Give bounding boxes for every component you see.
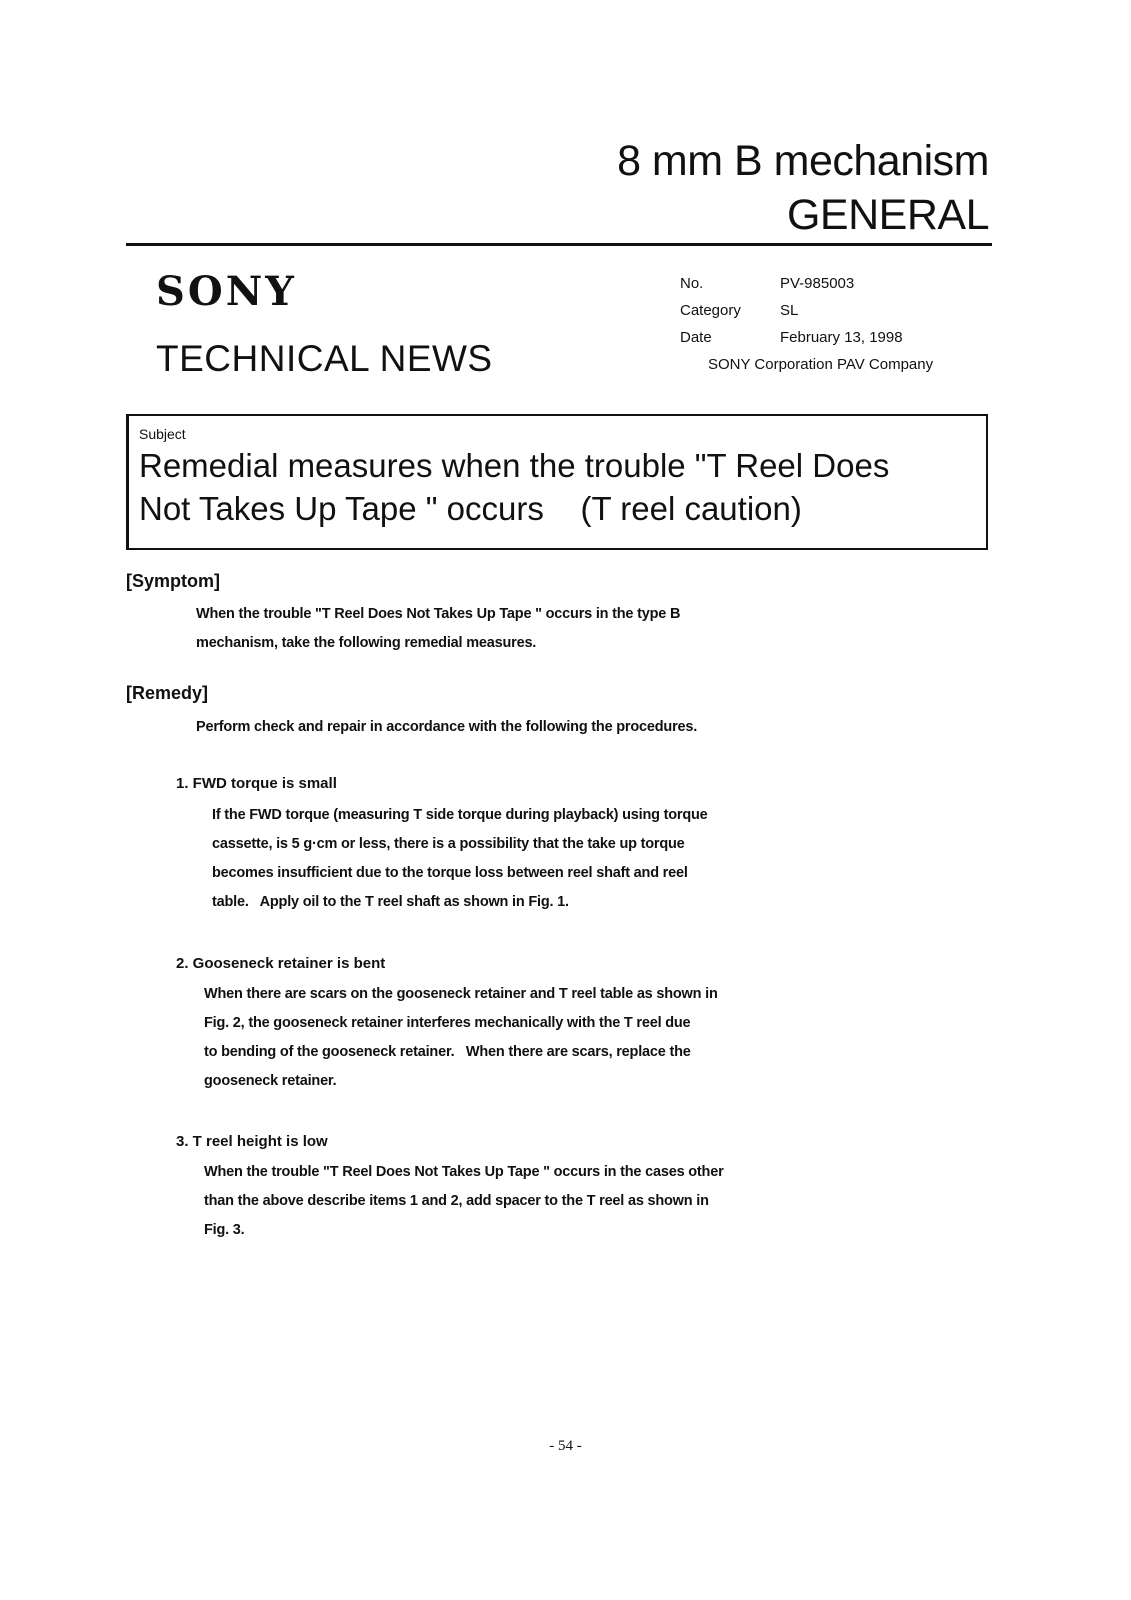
meta-row-date — [680, 324, 933, 351]
meta-category-value: SL — [780, 302, 799, 319]
title-line-1: 8 mm B mechanism — [617, 137, 989, 185]
subject-label: Subject — [139, 426, 186, 442]
meta-category-label: Category — [680, 302, 741, 319]
document-title — [617, 134, 989, 242]
meta-row-no — [680, 270, 933, 297]
document-meta — [680, 270, 933, 378]
subject-title-line-1: Remedial measures when the trouble "T Reel Does — [139, 447, 890, 484]
doc-type-label: TECHNICAL NEWS — [156, 338, 493, 379]
symptom-text — [196, 600, 680, 658]
symptom-line-2: mechanism, take the following remedial measures. — [196, 635, 537, 651]
remedy-item-3-line: Fig. 3. — [204, 1222, 245, 1238]
remedy-item-3-line: When the trouble "T Reel Does Not Takes Up Tape " occurs in the cases other — [204, 1164, 724, 1180]
meta-company: SONY Corporation PAV Company — [708, 356, 934, 373]
remedy-item-2-line: to bending of the gooseneck retainer. When there are scars, replace the — [204, 1044, 691, 1060]
remedy-heading: [Remedy] — [126, 683, 209, 703]
remedy-item-2-title: 2. Gooseneck retainer is bent — [176, 955, 386, 972]
remedy-item-2-line: gooseneck retainer. — [204, 1073, 337, 1089]
header-divider — [126, 243, 992, 246]
remedy-item-1-line: table. Apply oil to the T reel shaft as shown in Fig. 1. — [212, 894, 569, 910]
remedy-item-1-line: becomes insufficient due to the torque loss between reel shaft and reel — [212, 865, 688, 881]
remedy-item-2-body — [204, 980, 718, 1096]
meta-no-value: PV-985003 — [780, 275, 855, 292]
subject-box — [126, 414, 988, 550]
remedy-intro: Perform check and repair in accordance with the following the procedures. — [196, 719, 698, 735]
meta-no-label: No. — [680, 275, 704, 292]
page-number: - 54 - — [549, 1438, 582, 1454]
remedy-item-1-line: cassette, is 5 g·cm or less, there is a possibility that the take up torque — [212, 836, 685, 852]
meta-date-label: Date — [680, 329, 712, 346]
remedy-item-3-body — [204, 1158, 724, 1245]
remedy-item-1-line: If the FWD torque (measuring T side torque during playback) using torque — [212, 807, 708, 823]
remedy-item-3-line: than the above describe items 1 and 2, add spacer to the T reel as shown in — [204, 1193, 709, 1209]
sony-logo: SONY — [156, 268, 297, 315]
subject-title — [139, 444, 989, 530]
remedy-item-3-title: 3. T reel height is low — [176, 1133, 328, 1150]
remedy-item-1-body — [212, 801, 708, 917]
remedy-item-1-title: 1. FWD torque is small — [176, 775, 337, 792]
meta-date-value: February 13, 1998 — [780, 329, 903, 346]
symptom-heading: [Symptom] — [126, 571, 220, 591]
meta-row-category — [680, 297, 933, 324]
meta-row-company — [680, 351, 933, 378]
remedy-item-2-line: When there are scars on the gooseneck retainer and T reel table as shown in — [204, 986, 718, 1002]
title-line-2: GENERAL — [786, 191, 989, 239]
symptom-line-1: When the trouble "T Reel Does Not Takes Up Tape " occurs in the type B — [196, 606, 681, 622]
subject-title-line-2: Not Takes Up Tape " occurs (T reel caution) — [139, 490, 802, 527]
remedy-item-2-line: Fig. 2, the gooseneck retainer interferes mechanically with the T reel due — [204, 1015, 691, 1031]
